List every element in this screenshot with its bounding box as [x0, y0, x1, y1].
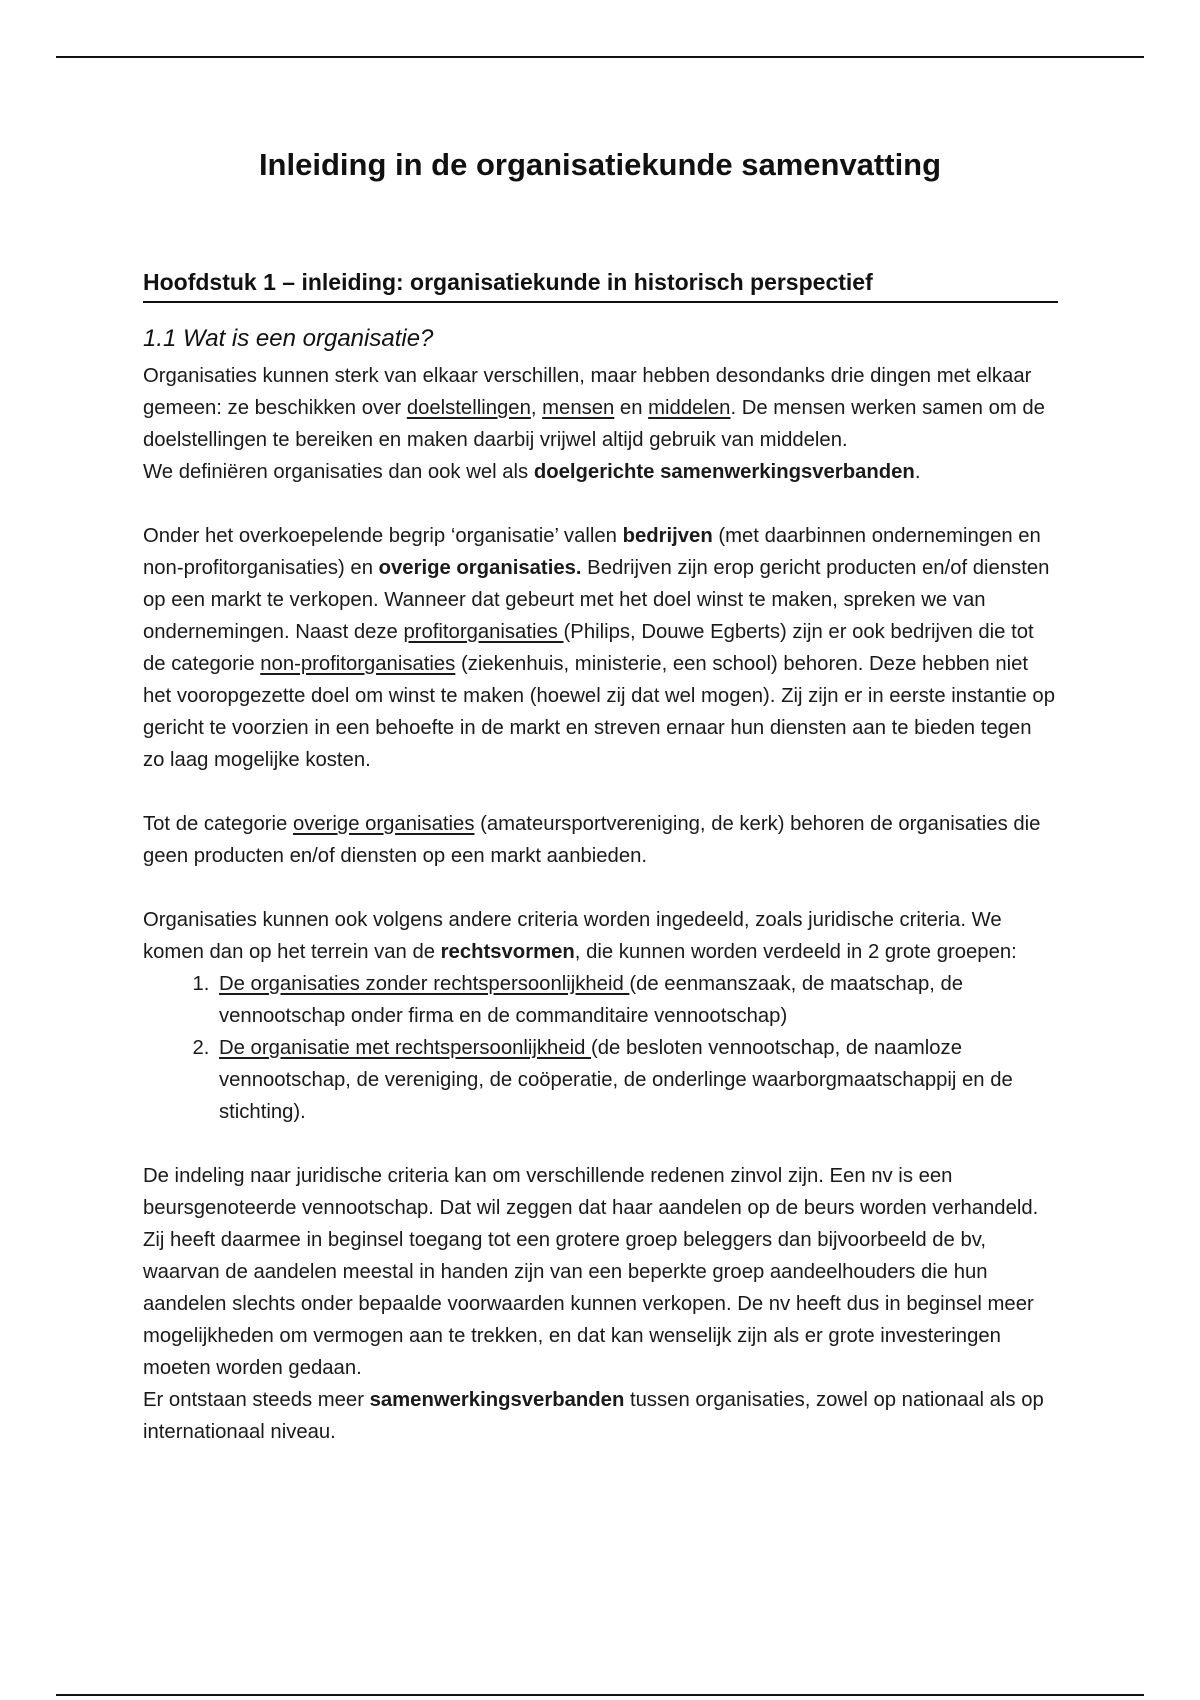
- bottom-rule: [56, 1694, 1144, 1696]
- text-run: tussen organisaties, zowel op nationaal als op internationaal niveau.: [143, 1389, 1044, 1443]
- document-title: Inleiding in de organisatiekunde samenvatting: [258, 147, 942, 182]
- list-item: [215, 1032, 1058, 1128]
- bold-term: overige organisaties.: [378, 557, 582, 579]
- text-run: Er ontstaan steeds meer: [143, 1389, 370, 1411]
- text-run: (de eenmanszaak, de maatschap, de vennootschap onder firma en de commanditaire vennootschap): [219, 973, 964, 1027]
- underlined-term: mensen: [542, 397, 615, 419]
- paragraph-bedrijven: [143, 520, 1058, 776]
- bold-term: rechtsvormen: [440, 941, 575, 963]
- paragraph-spacer: [143, 488, 1058, 520]
- paragraph-spacer: [143, 872, 1058, 904]
- top-rule: [56, 56, 1144, 58]
- document-body: [143, 360, 1058, 1448]
- chapter-heading: Hoofdstuk 1 – inleiding: organisatiekunde in historisch perspectief: [143, 268, 1058, 303]
- bold-term: samenwerkingsverbanden: [369, 1389, 625, 1411]
- text-run: . De mensen werken samen om de doelstellingen te bereiken en maken daarbij vrijwel altijd gebruik van middelen.: [143, 397, 1045, 451]
- underlined-term: non-profitorganisaties: [260, 653, 456, 675]
- paragraph-samenwerking: [143, 1384, 1058, 1448]
- text-run: Organisaties kunnen ook volgens andere criteria worden ingedeeld, zoals juridische criteria. We komen dan op het terrein van de: [143, 909, 1002, 963]
- bold-term: bedrijven: [622, 525, 713, 547]
- underlined-term: middelen: [648, 397, 731, 419]
- text-run: (Philips, Douwe Egberts) zijn er ook bedrijven die tot de categorie: [143, 621, 1034, 675]
- paragraph-rechtsvormen: [143, 904, 1058, 968]
- underlined-term: doelstellingen: [406, 397, 531, 419]
- bold-term: doelgerichte samenwerkingsverbanden: [533, 461, 915, 483]
- paragraph-spacer: [143, 1128, 1058, 1160]
- text-run: (met daarbinnen ondernemingen en non-profitorganisaties) en: [143, 525, 1041, 579]
- text-run: en: [614, 397, 649, 419]
- rechtsvormen-list: [143, 968, 1058, 1128]
- text-run: Tot de categorie: [143, 813, 293, 835]
- underlined-term: De organisatie met rechtspersoonlijkheid: [219, 1037, 592, 1059]
- paragraph-overige: [143, 808, 1058, 872]
- text-run: (amateursportvereniging, de kerk) behoren de organisaties die geen producten en/of diensten op een markt aanbieden.: [143, 813, 1041, 867]
- text-run: We definiëren organisaties dan ook wel als: [143, 461, 534, 483]
- text-run: ,: [530, 397, 543, 419]
- text-run: Bedrijven zijn erop gericht producten en/of diensten op een markt te verkopen. Wanneer dat gebeurt met het doel winst te maken, spreken we van ondernemingen. Naast deze: [143, 557, 1050, 643]
- underlined-term: De organisaties zonder rechtspersoonlijkheid: [219, 973, 630, 995]
- underlined-term: profitorganisaties: [403, 621, 564, 643]
- underlined-term: overige organisaties: [292, 813, 475, 835]
- list-item: [215, 968, 1058, 1032]
- text-run: (de besloten vennootschap, de naamloze vennootschap, de vereniging, de coöperatie, de onderlinge waarborgmaatschappij en de stichting).: [219, 1037, 1013, 1123]
- paragraph-definition: [143, 360, 1058, 456]
- text-run: .: [914, 461, 921, 483]
- text-run: Onder het overkoepelende begrip ‘organisatie’ vallen: [143, 525, 623, 547]
- text-run: , die kunnen worden verdeeld in 2 grote groepen:: [574, 941, 1017, 963]
- paragraph-spacer: [143, 776, 1058, 808]
- paragraph-juridische-indeling: De indeling naar juridische criteria kan om verschillende redenen zinvol zijn. Een nv is een beursgenoteerde vennootschap. Dat wil zeggen dat haar aandelen op de beurs worden verhandeld. Zij heeft daarmee in beginsel toegang tot een grotere groep beleggers dan bijvoorbeeld de bv, waarvan de aandelen meestal in handen zijn van een beperkte groep aandeelhouders die hun aandelen slechts onder bepaalde voorwaarden kunnen verkopen. De nv heeft dus in beginsel meer mogelijkheden om vermogen aan te trekken, en dat kan wenselijk zijn als er grote investeringen moeten worden gedaan.: [143, 1165, 1039, 1379]
- paragraph-definition-summary: [143, 456, 1058, 488]
- section-heading: 1.1 Wat is een organisatie?: [143, 325, 434, 352]
- text-run: Organisaties kunnen sterk van elkaar verschillen, maar hebben desondanks drie dingen met elkaar gemeen: ze beschikken over: [143, 365, 1032, 419]
- text-run: (ziekenhuis, ministerie, een school) behoren. Deze hebben niet het vooropgezette doel om winst te maken (hoewel zij dat wel mogen). Zij zijn er in eerste instantie op gericht te voorzien in een behoefte in de markt en streven ernaar hun diensten aan te bieden tegen zo laag mogelijke kosten.: [143, 653, 1055, 771]
